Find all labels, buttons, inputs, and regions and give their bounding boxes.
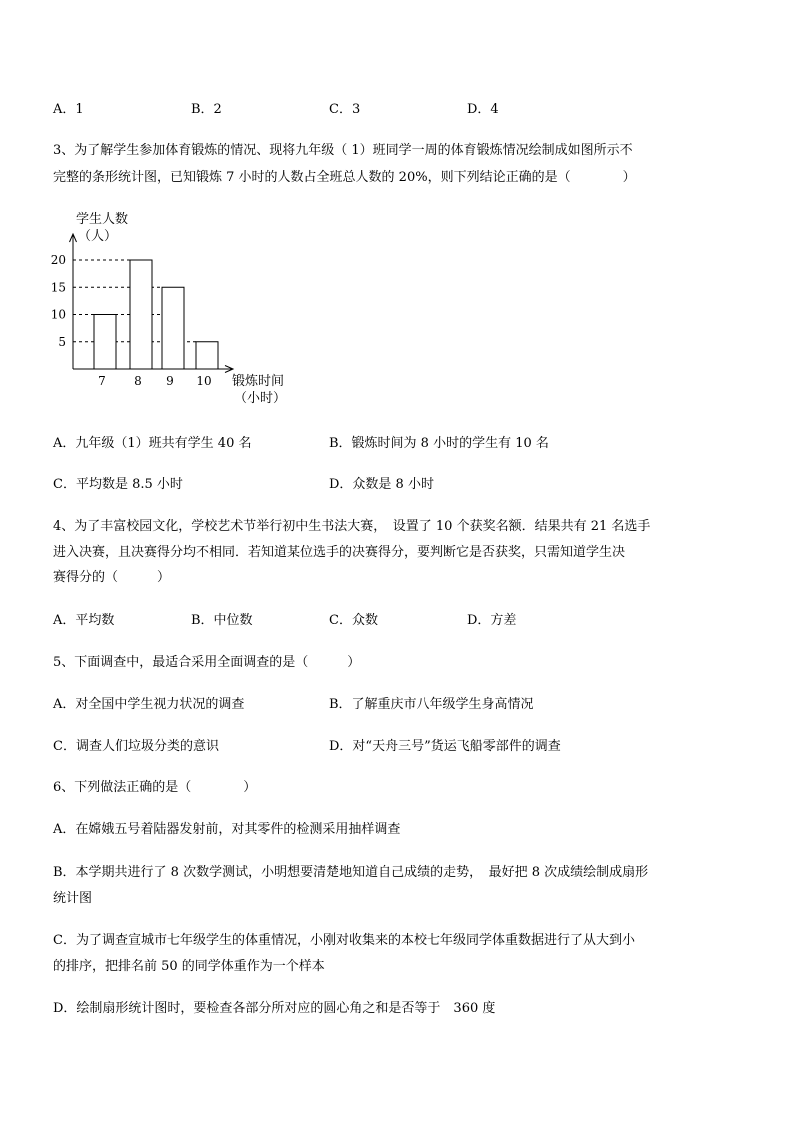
x-axis-label: 锻炼时间 (232, 374, 285, 389)
q6-option-c-line2: 的排序，把排名前 50 的同学体重作为一个样本 (53, 959, 325, 974)
y-axis-unit: （人） (78, 229, 118, 244)
bar (196, 342, 218, 369)
q4-option-b: B．中位数 (191, 613, 253, 628)
q2-option-c: C．3 (329, 102, 361, 117)
bar-chart (40, 205, 320, 410)
y-tick-label: 10 (50, 307, 66, 322)
x-tick-label: 8 (134, 374, 142, 388)
q2-option-d: D．4 (467, 102, 499, 117)
q3-option-b: B．锻炼时间为 8 小时的学生有 10 名 (329, 436, 549, 451)
q4-option-a: A．平均数 (53, 613, 115, 628)
q2-option-a: A．1 (53, 102, 84, 117)
q4-stem-line3: 赛得分的（ ） (53, 570, 171, 585)
q2-option-b: B．2 (191, 102, 222, 117)
q4-stem-line2: 进入决赛，且决赛得分均不相同．若知道某位选手的决赛得分，要判断它是否获奖，只需知道学生决 (53, 545, 626, 560)
q6-option-b-line1: B．本学期共进行了 8 次数学测试，小明想要清楚地知道自己成绩的走势， 最好把 8 次成绩绘制成扇形 (53, 865, 649, 880)
y-tick-label: 5 (58, 334, 66, 349)
bar (130, 260, 152, 369)
x-tick-label: 7 (98, 374, 106, 388)
q6-option-c-line1: C．为了调查宣城市七年级学生的体重情况，小刚对收集来的本校七年级同学体重数据进行了从大到小 (53, 933, 635, 948)
q3-option-a: A．九年级（1）班共有学生 40 名 (53, 436, 252, 451)
q6-option-d: D．绘制扇形统计图时，要检查各部分所对应的圆心角之和是否等于 360 度 (53, 1001, 496, 1016)
q3-stem-line1: 3、为了解学生参加体育锻炼的情况、现将九年级（ 1）班同学一周的体育锻炼情况绘制成如图所示不 (53, 143, 633, 158)
x-axis-unit: （小时） (234, 391, 287, 406)
q6-stem: 6、下列做法正确的是（ ） (53, 780, 257, 795)
q6-option-a: A．在嫦娥五号着陆器发射前，对其零件的检测采用抽样调查 (53, 822, 401, 837)
q5-option-b: B．了解重庆市八年级学生身高情况 (329, 697, 534, 712)
q6-option-b-line2: 统计图 (53, 891, 93, 906)
y-tick-label: 15 (50, 280, 66, 295)
y-tick-label: 20 (50, 253, 66, 267)
y-axis-label: 学生人数 (76, 212, 129, 227)
q3-option-c: C．平均数是 8.5 小时 (53, 477, 183, 492)
q4-stem-line1: 4、为了丰富校园文化，学校艺术节举行初中生书法大赛， 设置了 10 个获奖名额．结果共有 21 名选手 (53, 519, 651, 534)
bar (162, 287, 184, 369)
q3-option-d: D．众数是 8 小时 (329, 477, 434, 492)
q5-option-c: C．调查人们垃圾分类的意识 (53, 739, 219, 754)
q5-stem: 5、下面调查中，最适合采用全面调查的是（ ） (53, 655, 361, 670)
x-tick-label: 10 (196, 374, 212, 388)
bar (94, 315, 116, 370)
q4-option-d: D．方差 (467, 613, 517, 628)
q5-option-d: D．对“天舟三号”货运飞船零部件的调查 (329, 739, 561, 754)
q4-option-c: C．众数 (329, 613, 378, 628)
x-tick-label: 9 (166, 374, 174, 388)
q5-option-a: A．对全国中学生视力状况的调查 (53, 697, 245, 712)
q3-stem-line2: 完整的条形统计图，已知锻炼 7 小时的人数占全班总人数的 20%，则下列结论正确的是（ ） (53, 170, 636, 185)
